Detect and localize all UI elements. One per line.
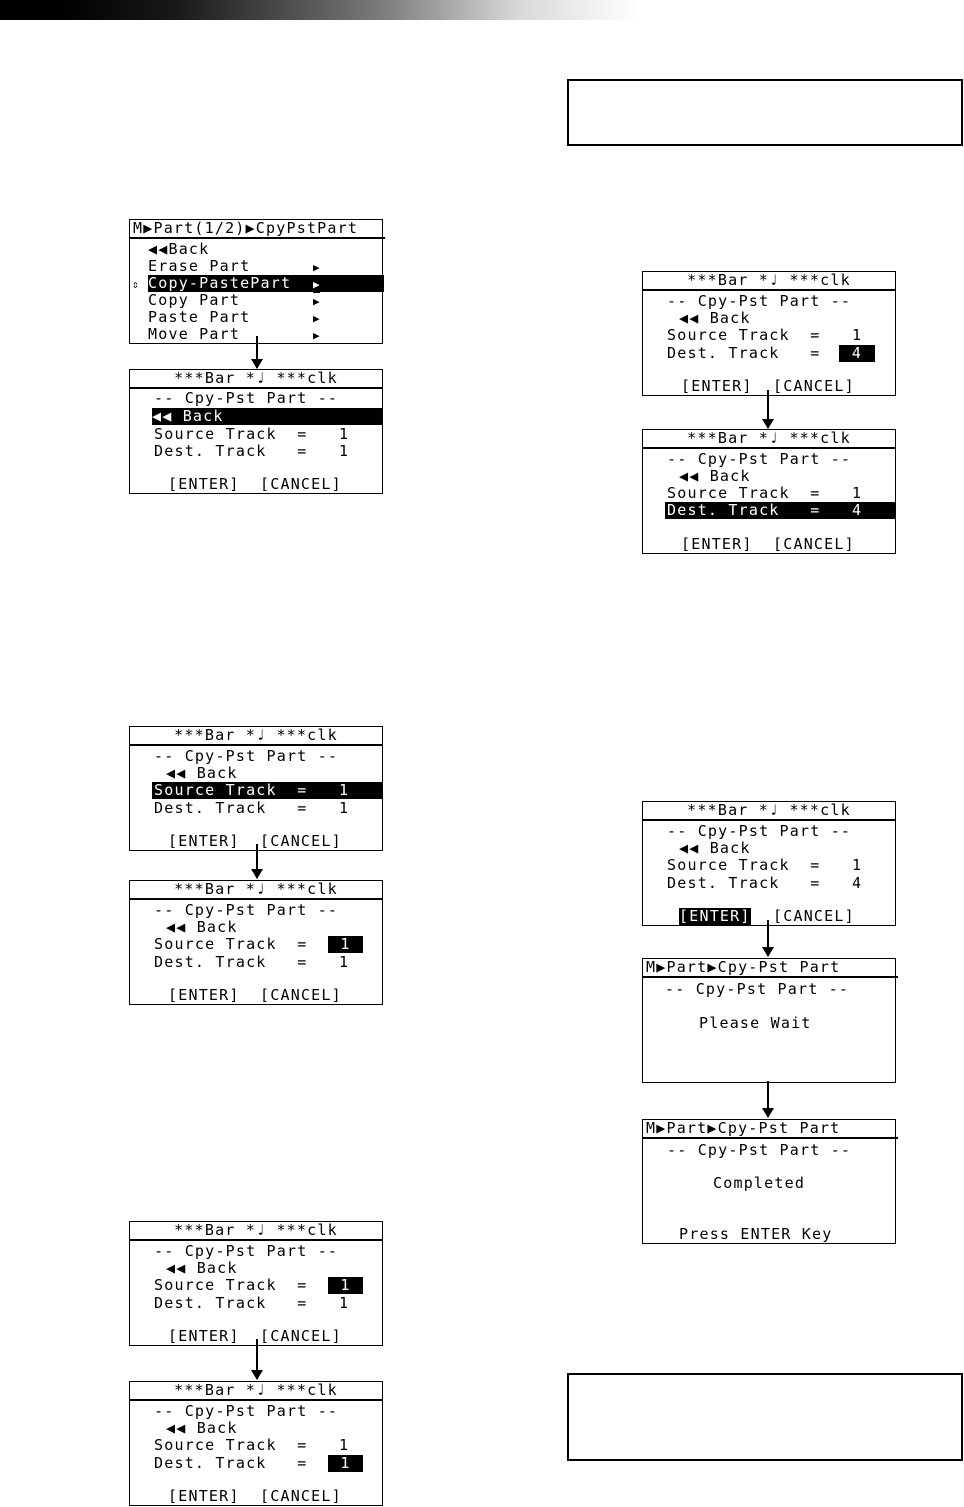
lcd-title: -- Cpy-Pst Part --	[154, 747, 339, 765]
source-track-label: Source Track =	[154, 781, 308, 799]
back-item[interactable]: ◀◀ Back	[166, 1259, 238, 1277]
cancel-button[interactable]: [CANCEL]	[260, 475, 342, 493]
dest-track-label: Dest. Track =	[667, 501, 821, 519]
back-item[interactable]: ◀◀ Back	[166, 1419, 238, 1437]
source-track-value[interactable]: 1	[339, 1436, 350, 1454]
lcd-completed	[642, 1119, 896, 1244]
source-track-value[interactable]: 1	[852, 484, 863, 502]
menu-item-paste-part[interactable]: Paste Part	[148, 308, 251, 326]
dest-track-value[interactable]: 4	[852, 501, 863, 519]
menu-item-move-part[interactable]: Move Part	[148, 325, 241, 343]
lcd-menu-header: M▶Part(1/2)▶CpyPstPart	[130, 220, 385, 239]
dest-track-label: Dest. Track =	[154, 442, 308, 460]
lcd-title: -- Cpy-Pst Part --	[154, 1242, 339, 1260]
dest-track-value[interactable]: 1	[339, 1294, 350, 1312]
enter-button[interactable]: [ENTER]	[168, 475, 240, 493]
dest-track-label: Dest. Track =	[154, 1294, 308, 1312]
source-track-label: Source Track =	[154, 935, 308, 953]
enter-button[interactable]: [ENTER]	[681, 535, 753, 553]
enter-button[interactable]: [ENTER]	[168, 1487, 240, 1505]
lcd-title: -- Cpy-Pst Part --	[667, 1141, 852, 1159]
lcd-title: -- Cpy-Pst Part --	[154, 389, 339, 407]
lcd-bar-header: ***Bar *♩ ***clk	[130, 727, 382, 746]
dest-track-value[interactable]: 1	[339, 799, 350, 817]
cancel-button[interactable]: [CANCEL]	[260, 1327, 342, 1345]
source-track-label: Source Track =	[667, 856, 821, 874]
lcd-title: -- Cpy-Pst Part --	[154, 901, 339, 919]
menu-item-copy-part[interactable]: Copy Part	[148, 291, 241, 309]
lcd-cpy-pst-dest-row-selected	[642, 429, 896, 554]
cancel-button[interactable]: [CANCEL]	[260, 832, 342, 850]
lcd-title: -- Cpy-Pst Part --	[665, 980, 850, 998]
source-track-value[interactable]: 1	[328, 936, 363, 953]
completed-message: Completed	[713, 1174, 806, 1192]
lcd-bar-header: ***Bar *♩ ***clk	[130, 1382, 382, 1401]
down-arrow-icon	[767, 390, 769, 428]
source-track-label: Source Track =	[154, 1436, 308, 1454]
menu-item-copy-paste-part[interactable]: Copy-PastePart	[148, 275, 384, 292]
submenu-arrow-icon: ▶	[313, 312, 320, 325]
submenu-arrow-icon: ▶	[313, 261, 320, 274]
note-box-top	[567, 79, 963, 146]
source-track-value[interactable]: 1	[339, 425, 350, 443]
dest-track-label: Dest. Track =	[154, 953, 308, 971]
lcd-title: -- Cpy-Pst Part --	[667, 292, 852, 310]
menu-item-erase-part[interactable]: Erase Part	[148, 257, 251, 275]
source-track-label: Source Track =	[154, 1276, 308, 1294]
dest-track-value[interactable]: 1	[339, 953, 350, 971]
source-track-value[interactable]: 1	[339, 781, 350, 799]
source-track-value[interactable]: 1	[328, 1277, 363, 1294]
source-track-value[interactable]: 1	[852, 326, 863, 344]
back-item[interactable]: ◀◀ Back	[166, 764, 238, 782]
lcd-bar-header: ***Bar *♩ ***clk	[130, 1222, 382, 1241]
dest-track-value[interactable]: 4	[839, 345, 875, 362]
submenu-arrow-icon: ▶	[313, 329, 320, 342]
down-arrow-icon	[767, 920, 769, 956]
source-track-label: Source Track =	[154, 425, 308, 443]
source-track-value[interactable]: 1	[852, 856, 863, 874]
lcd-cpy-pst-source-editing-2	[129, 1221, 383, 1346]
source-track-label: Source Track =	[667, 484, 821, 502]
please-wait-message: Please Wait	[699, 1014, 812, 1032]
lcd-bar-header: ***Bar *♩ ***clk	[643, 272, 895, 291]
lcd-bar-header: ***Bar *♩ ***clk	[130, 881, 382, 900]
note-box-bottom	[567, 1373, 963, 1461]
lcd-path-header: M▶Part▶Cpy-Pst Part	[643, 959, 898, 978]
lcd-bar-header: ***Bar *♩ ***clk	[643, 430, 895, 449]
lcd-cpy-pst-dest-4-editing	[642, 271, 896, 396]
lcd-title: -- Cpy-Pst Part --	[154, 1402, 339, 1420]
down-arrow-icon	[767, 1081, 769, 1117]
source-track-label: Source Track =	[667, 326, 821, 344]
back-item[interactable]: ◀◀ Back	[152, 408, 382, 425]
lcd-title: -- Cpy-Pst Part --	[667, 450, 852, 468]
enter-button[interactable]: [ENTER]	[681, 377, 753, 395]
scroll-updown-icon: ⇕	[132, 278, 139, 291]
dest-track-value[interactable]: 1	[328, 1455, 363, 1472]
lcd-path-header: M▶Part▶Cpy-Pst Part	[643, 1120, 898, 1139]
down-arrow-icon	[256, 844, 258, 878]
dest-track-label: Dest. Track =	[667, 874, 821, 892]
lcd-part-menu	[129, 219, 383, 344]
lcd-title: -- Cpy-Pst Part --	[667, 822, 852, 840]
lcd-bar-header: ***Bar *♩ ***clk	[643, 802, 895, 821]
lcd-cpy-pst-dest-editing	[129, 1381, 383, 1506]
enter-button[interactable]: [ENTER]	[168, 1327, 240, 1345]
cancel-button[interactable]: [CANCEL]	[773, 377, 855, 395]
dest-track-value[interactable]: 4	[852, 874, 863, 892]
cancel-button[interactable]: [CANCEL]	[260, 1487, 342, 1505]
cancel-button[interactable]: [CANCEL]	[773, 907, 855, 925]
back-item[interactable]: ◀◀ Back	[166, 918, 238, 936]
enter-button[interactable]: [ENTER]	[168, 832, 240, 850]
menu-item-back[interactable]: ◀◀Back	[148, 240, 210, 258]
press-enter-message: Press ENTER Key	[679, 1225, 833, 1243]
dest-track-value[interactable]: 1	[339, 442, 350, 460]
back-item[interactable]: ◀◀ Back	[679, 467, 751, 485]
down-arrow-icon	[256, 1339, 258, 1379]
lcd-please-wait	[642, 958, 896, 1083]
enter-button[interactable]: [ENTER]	[679, 907, 751, 925]
enter-button[interactable]: [ENTER]	[168, 986, 240, 1004]
lcd-cpy-pst-back-selected	[129, 369, 383, 494]
dest-track-label: Dest. Track =	[154, 1454, 308, 1472]
lcd-bar-header: ***Bar *♩ ***clk	[130, 370, 382, 389]
back-item[interactable]: ◀◀ Back	[679, 839, 751, 857]
lcd-cpy-pst-source-row-selected	[129, 726, 383, 851]
lcd-cpy-pst-source-editing	[129, 880, 383, 1005]
page-header-gradient-bar	[0, 0, 964, 20]
submenu-arrow-icon: ▶	[313, 278, 320, 291]
back-item[interactable]: ◀◀ Back	[679, 309, 751, 327]
submenu-arrow-icon: ▶	[313, 295, 320, 308]
dest-track-label: Dest. Track =	[667, 344, 821, 362]
dest-track-label: Dest. Track =	[154, 799, 308, 817]
cancel-button[interactable]: [CANCEL]	[260, 986, 342, 1004]
lcd-cpy-pst-enter-selected	[642, 801, 896, 926]
down-arrow-icon	[256, 336, 258, 368]
cancel-button[interactable]: [CANCEL]	[773, 535, 855, 553]
